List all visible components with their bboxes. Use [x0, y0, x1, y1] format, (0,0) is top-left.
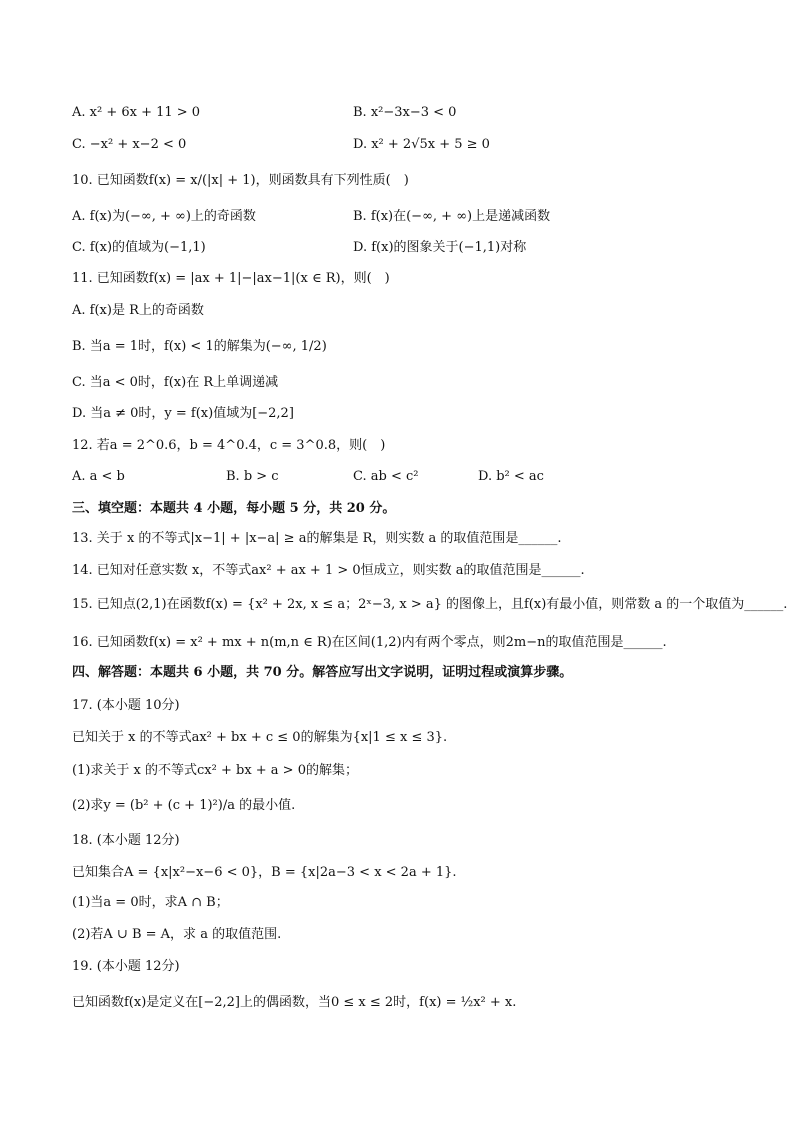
q14: 14. 已知对任意实数 x，不等式ax² + ax + 1 > 0恒成立，则实数 a的取值范围是______.: [72, 563, 585, 578]
q9-option-c: C. −x² + x−2 < 0: [72, 137, 187, 152]
q10-option-c: C. f(x)的值域为(−1,1): [72, 240, 206, 255]
q9-option-a: A. x² + 6x + 11 > 0: [72, 105, 201, 120]
q10-option-a: A. f(x)为(−∞, + ∞)上的奇函数: [72, 209, 256, 224]
q18-condition: 已知集合A = {x|x²−x−6 < 0}，B = {x|2a−3 < x < 2a + 1}.: [72, 865, 457, 880]
q10-stem: 10. 已知函数f(x) = x/(|x| + 1)，则函数具有下列性质( ): [72, 173, 409, 188]
q10-option-b: B. f(x)在(−∞, + ∞)上是递减函数: [353, 209, 551, 224]
q16: 16. 已知函数f(x) = x² + mx + n(m,n ∈ R)在区间(1,2)内有两个零点，则2m−n的取值范围是______.: [72, 635, 667, 650]
q11-stem: 11. 已知函数f(x) = |ax + 1|−|ax−1|(x ∈ R)，则( ): [72, 271, 390, 286]
q18-heading: 18. (本小题 12分): [72, 833, 180, 848]
q12-option-c: C. ab < c²: [353, 469, 419, 484]
q19-heading: 19. (本小题 12分): [72, 959, 180, 974]
q12-option-a: A. a < b: [72, 469, 125, 484]
q12-option-d: D. b² < ac: [478, 469, 544, 484]
q9-option-b: B. x²−3x−3 < 0: [353, 105, 457, 120]
q17-condition: 已知关于 x 的不等式ax² + bx + c ≤ 0的解集为{x|1 ≤ x ≤ 3}.: [72, 730, 448, 745]
q13: 13. 关于 x 的不等式|x−1| + |x−a| ≥ a的解集是 R，则实数 a 的取值范围是______.: [72, 531, 562, 546]
q17-heading: 17. (本小题 10分): [72, 698, 180, 713]
section-3-heading: 三、填空题：本题共 4 小题，每小题 5 分，共 20 分。: [72, 501, 396, 516]
q11-option-a: A. f(x)是 R上的奇函数: [72, 303, 204, 318]
q17-part-1: (1)求关于 x 的不等式cx² + bx + a > 0的解集；: [72, 763, 358, 778]
q10-option-d: D. f(x)的图象关于(−1,1)对称: [353, 240, 527, 255]
q9-option-d: D. x² + 2√5x + 5 ≥ 0: [353, 137, 490, 152]
q12-stem: 12. 若a = 2^0.6，b = 4^0.4，c = 3^0.8，则( ): [72, 438, 386, 453]
q11-option-d: D. 当a ≠ 0时，y = f(x)值域为[−2,2]: [72, 406, 294, 421]
q15: 15. 已知点(2,1)在函数f(x) = {x² + 2x, x ≤ a；2ˣ−3, x > a} 的图像上，且f(x)有最小值，则常数 a 的一个取值为______.: [72, 597, 788, 612]
q18-part-2: (2)若A ∪ B = A，求 a 的取值范围.: [72, 927, 282, 942]
section-4-heading: 四、解答题：本题共 6 小题，共 70 分。解答应写出文字说明，证明过程或演算步骤。: [72, 665, 573, 680]
q19-condition: 已知函数f(x)是定义在[−2,2]上的偶函数，当0 ≤ x ≤ 2时，f(x) = ½x² + x.: [72, 995, 517, 1010]
q18-part-1: (1)当a = 0时，求A ∩ B；: [72, 895, 229, 910]
q12-option-b: B. b > c: [226, 469, 279, 484]
q17-part-2: (2)求y = (b² + (c + 1)²)/a 的最小值.: [72, 798, 296, 813]
q11-option-b: B. 当a = 1时，f(x) < 1的解集为(−∞, 1/2): [72, 339, 327, 354]
q11-option-c: C. 当a < 0时，f(x)在 R上单调递减: [72, 375, 279, 390]
